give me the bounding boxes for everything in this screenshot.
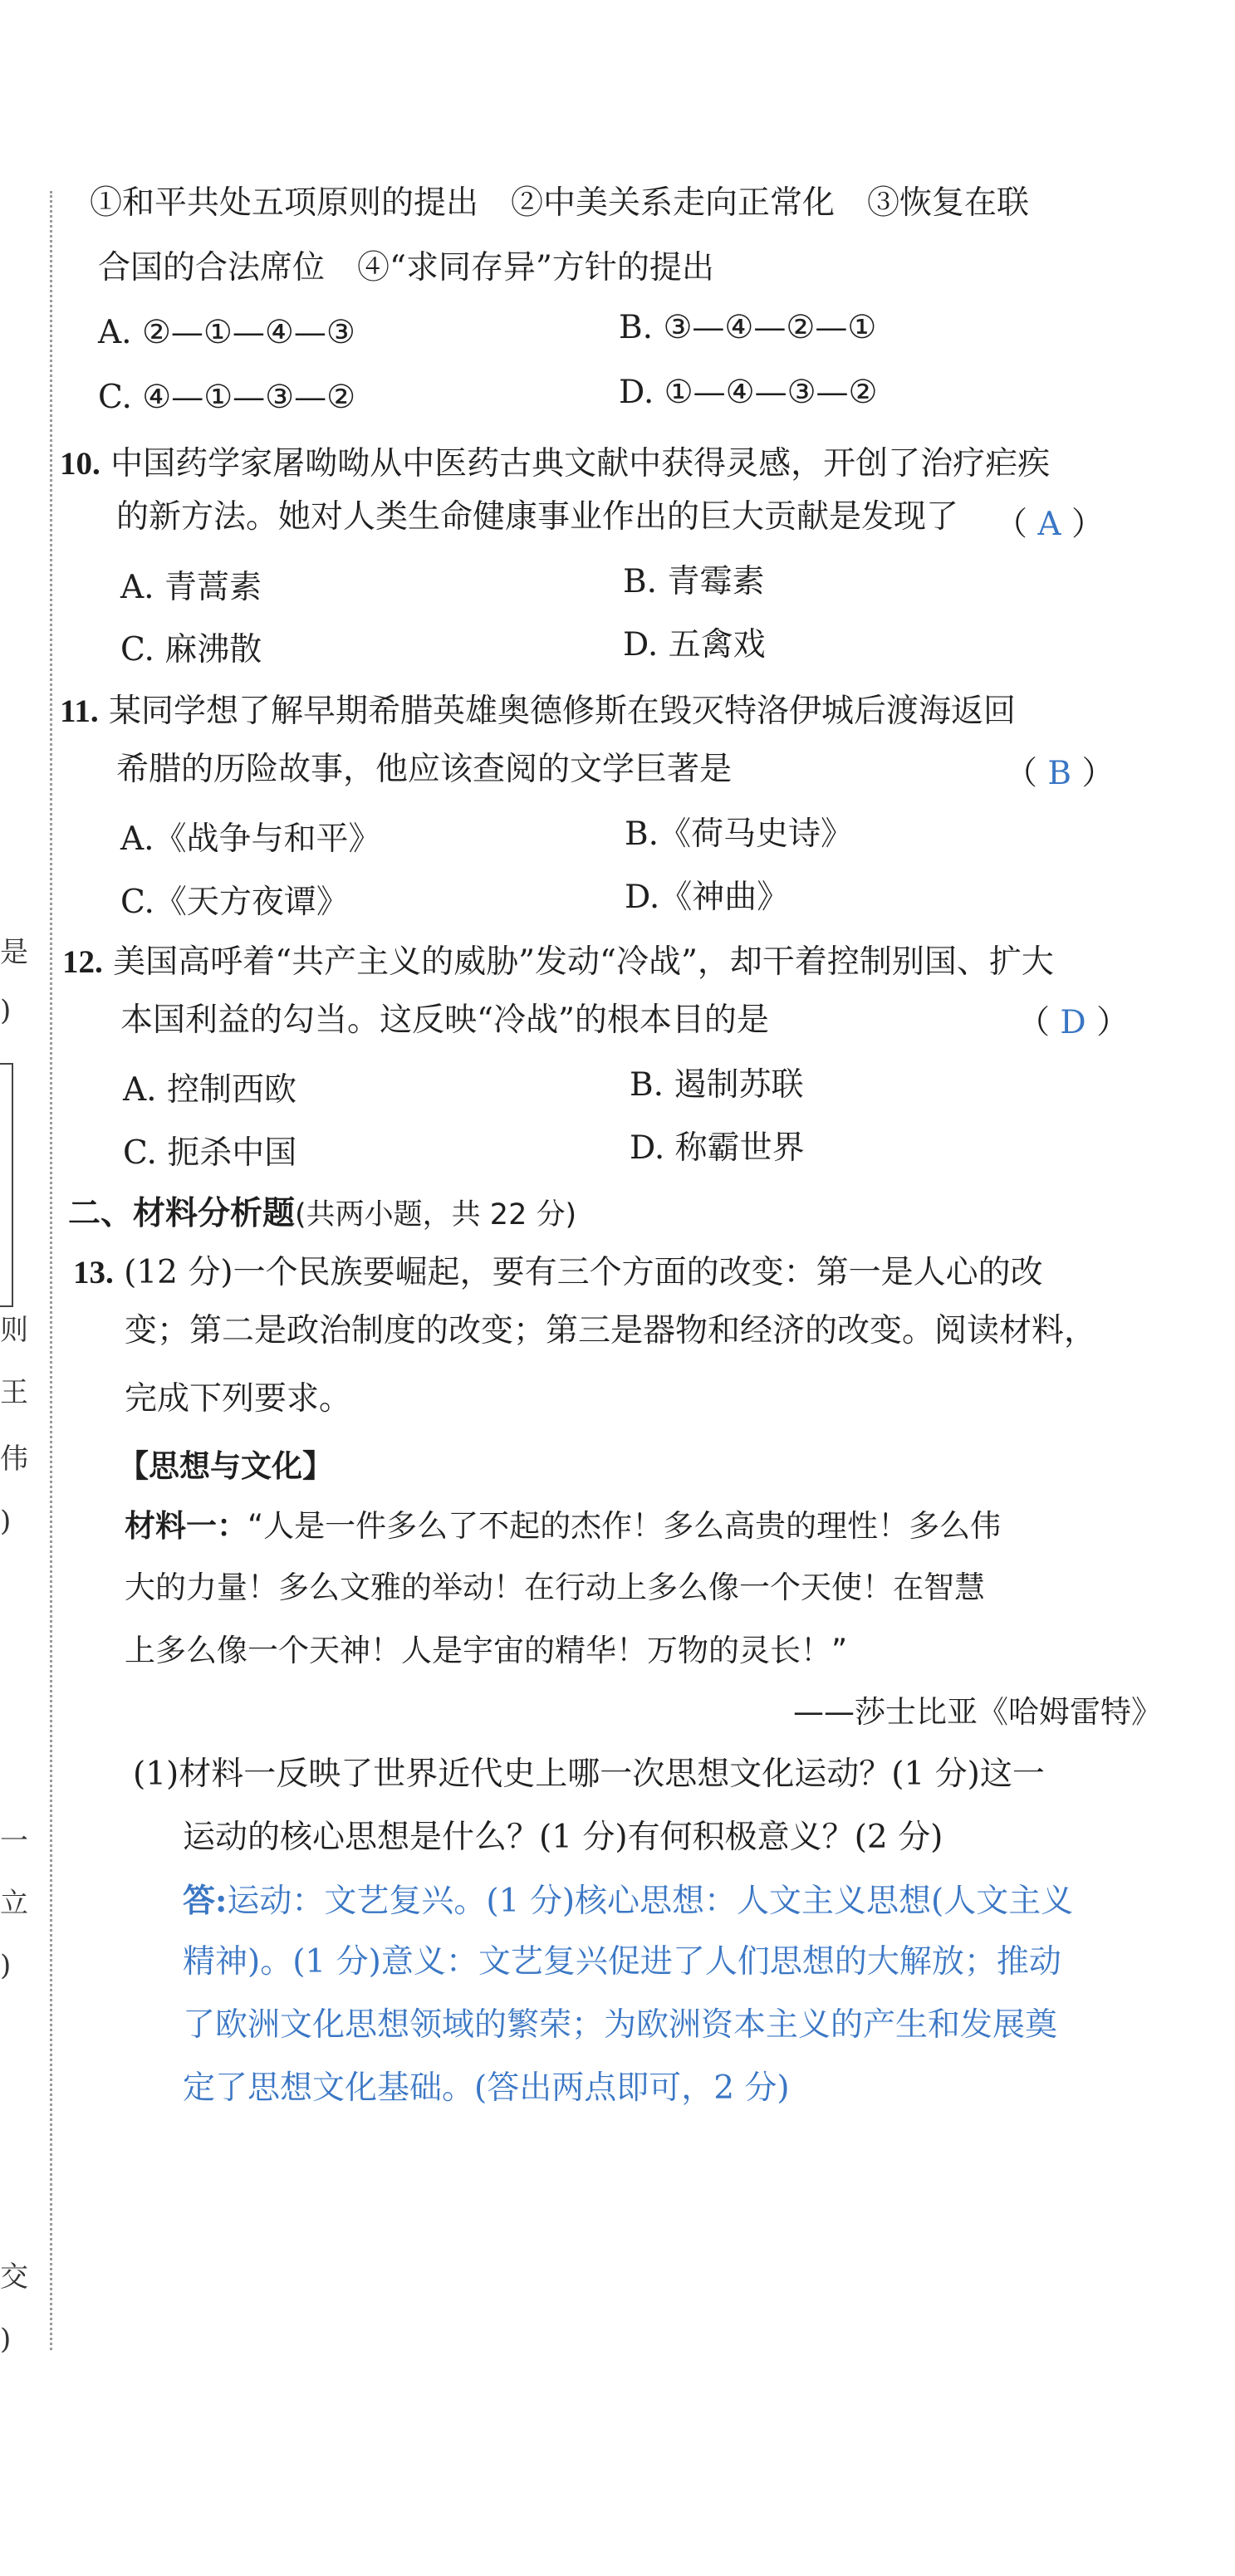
margin-fragment: 立 <box>0 1887 28 1920</box>
q9-option-c: C. ④—①—③—② <box>98 379 356 416</box>
answer-line2: 精神)。(1 分)意义：文艺复兴促进了人们思想的大解放；推动 <box>183 1943 1061 1981</box>
q12-text: 美国高呼着“共产主义的威胁”发动“冷战”，却干着控制别国、扩大 <box>113 943 1054 981</box>
subquestion-1-line1: (1)材料一反映了世界近代史上哪一次思想文化运动？(1 分)这一 <box>133 1756 1045 1793</box>
q11-stem-line2: 希腊的历险故事，他应该查阅的文学巨著是 <box>116 751 733 788</box>
q12-option-c: C. 扼杀中国 <box>123 1134 297 1172</box>
answer-line3: 了欧洲文化思想领域的繁荣；为欧洲资本主义的产生和发展奠 <box>183 2006 1058 2044</box>
margin-box-fragment <box>0 1063 13 1307</box>
margin-fragment: 交 <box>0 2260 28 2294</box>
q12-stem-line1 <box>62 943 1054 982</box>
q9-stem-line1: ①和平共处五项原则的提出 ②中美关系走向正常化 ③恢复在联 <box>90 184 1030 222</box>
answer-letter: D <box>1060 1004 1086 1041</box>
answer-letter: B <box>1047 755 1072 792</box>
margin-fragment: ) <box>0 994 12 1027</box>
q11-option-c: C.《天方夜谭》 <box>120 884 349 921</box>
material-line1 <box>125 1508 1001 1545</box>
answer-line1 <box>183 1882 1073 1922</box>
subquestion-1-line2: 运动的核心思想是什么？(1 分)有何积极意义？(2 分) <box>183 1819 943 1856</box>
margin-fragment: 王 <box>0 1376 28 1409</box>
margin-fragment: ) <box>0 2323 12 2356</box>
q9-option-a: A. ②—①—④—③ <box>98 314 355 351</box>
question-number: 12. <box>62 944 103 980</box>
q10-text: 中国药学家屠呦呦从中医药古典文献中获得灵感，开创了治疗疟疾 <box>110 445 1051 482</box>
material-line2: 大的力量！多么文雅的举动！在行动上多么像一个天使！在智慧 <box>125 1570 985 1605</box>
q10-answer-bracket: （ A ） <box>995 506 1105 543</box>
material-line3: 上多么像一个天神！人是宇宙的精华！万物的灵长！” <box>125 1633 848 1668</box>
q11-stem-line1 <box>60 693 1016 732</box>
q10-option-b: B. 青霉素 <box>623 563 765 600</box>
q9-option-b: B. ③—④—②—① <box>619 309 877 346</box>
answer-label: 答: <box>183 1882 228 1920</box>
margin-fragment: ) <box>0 1949 12 1982</box>
q11-option-b: B.《荷马史诗》 <box>625 815 854 853</box>
section-heading <box>68 1194 576 1234</box>
margin-fragment: 是 <box>0 936 28 969</box>
q13-stem-line2: 变；第二是政治制度的改变；第三是器物和经济的改变。阅读材料， <box>125 1312 1097 1349</box>
q11-option-d: D.《神曲》 <box>625 879 790 916</box>
margin-fragment: 一 <box>0 1824 28 1858</box>
q13-stem-line1 <box>73 1254 1043 1293</box>
q12-option-b: B. 遏制苏联 <box>630 1066 804 1104</box>
question-number: 11. <box>60 693 99 729</box>
material-source: ——莎士比亚《哈姆雷特》 <box>793 1694 1162 1730</box>
question-number: 13. <box>73 1255 114 1290</box>
margin-fragment: 伟 <box>0 1442 28 1476</box>
question-number: 10. <box>60 446 100 482</box>
margin-fragment: 则 <box>0 1314 28 1347</box>
q11-option-a: A.《战争与和平》 <box>120 820 381 858</box>
q12-option-d: D. 称霸世界 <box>630 1129 805 1167</box>
q9-option-d: D. ①—④—③—② <box>619 374 878 411</box>
answer-line4: 定了思想文化基础。(答出两点即可，2 分) <box>183 2069 790 2107</box>
q13-text: (12 分)一个民族要崛起，要有三个方面的改变：第一是人心的改 <box>124 1254 1043 1291</box>
q13-stem-line3: 完成下列要求。 <box>125 1380 352 1418</box>
q12-option-a: A. 控制西欧 <box>123 1071 296 1109</box>
answer-text: 运动：文艺复兴。(1 分)核心思想：人文主义思想(人文主义 <box>227 1883 1074 1920</box>
q11-answer-bracket: （ B ） <box>1005 755 1115 792</box>
q12-answer-bracket: （ D ） <box>1017 1004 1130 1041</box>
material-label: 材料一： <box>125 1508 247 1544</box>
q10-option-d: D. 五禽戏 <box>623 626 766 664</box>
answer-letter: A <box>1037 506 1061 543</box>
q11-text: 某同学想了解早期希腊英雄奥德修斯在毁灭特洛伊城后渡海返回 <box>109 693 1017 730</box>
margin-fragment: ) <box>0 1505 12 1538</box>
q10-option-c: C. 麻沸散 <box>120 631 262 668</box>
material-text: “人是一件多么了不起的杰作！多么高贵的理性！多么伟 <box>247 1508 1002 1544</box>
q10-stem-line2: 的新方法。她对人类生命健康事业作出的巨大贡献是发现了 <box>116 498 959 536</box>
section-title: 二、材料分析题 <box>68 1194 296 1232</box>
topic-heading: 【思想与文化】 <box>118 1448 333 1484</box>
q12-stem-line2: 本国利益的勾当。这反映“冷战”的根本目的是 <box>120 1002 769 1039</box>
q10-option-a: A. 青蒿素 <box>120 569 262 606</box>
q9-stem-line2: 合国的合法席位 ④“求同存异”方针的提出 <box>98 249 714 286</box>
q10-stem-line1 <box>60 445 1050 484</box>
section-note: (共两小题，共 22 分) <box>295 1198 577 1232</box>
binding-dotted-line <box>50 191 52 2350</box>
